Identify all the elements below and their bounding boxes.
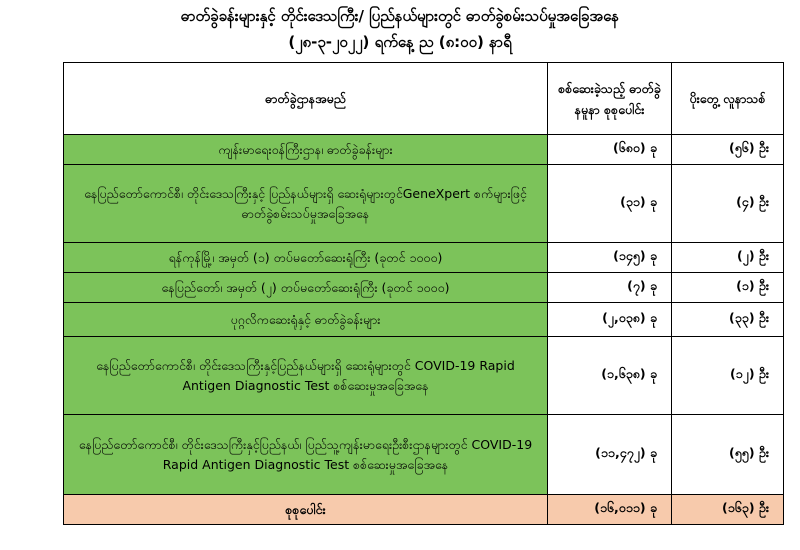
row-lab-name: ရန်ကုန်မြို့၊ အမှတ် (၁) တပ်မတော်ဆေးရုံကြီး (ခုတင် ၁၀၀၀) — [64, 243, 548, 273]
row-positive: (၅၆) ဦး — [672, 135, 784, 165]
header-tested-total: စစ်ဆေးခဲ့သည့် ဓာတ်ခွဲနမူနာ စုစုပေါင်း — [548, 63, 672, 135]
table-row — [64, 303, 784, 337]
row-positive: (၅၅) ဦး — [672, 415, 784, 495]
row-lab-name: ပုဂ္ဂလိကဆေးရုံနှင့် ဓာတ်ခွဲခန်းများ — [64, 303, 548, 337]
row-lab-name: နေပြည်တော်၊ အမှတ် (၂) တပ်မတော်ဆေးရုံကြီး (ခုတင် ၁၀၀၀) — [64, 273, 548, 303]
table-row — [64, 273, 784, 303]
row-lab-name: နေပြည်တော်ကောင်စီ၊ တိုင်းဒေသကြီးနှင့် ပြည်နယ်များရှိ ဆေးရုံများတွင်GeneXpert စက်များဖြင့် ဓာတ်ခွဲစမ်းသပ်မှုအခြေအနေ — [64, 165, 548, 243]
table-row — [64, 337, 784, 415]
table-row — [64, 135, 784, 165]
row-lab-name: ကျန်းမာရေးဝန်ကြီးဌာန၊ ဓာတ်ခွဲခန်းများ — [64, 135, 548, 165]
total-row — [64, 495, 784, 525]
row-tested: (၇) ခု — [548, 273, 672, 303]
row-lab-name: နေပြည်တော်ကောင်စီ၊ တိုင်းဒေသကြီးနှင့်ပြည်နယ်များရှိ ဆေးရုံများတွင် COVID-19 Rapid Antigen Diagnostic Test စစ်ဆေးမှုအခြေအနေ — [64, 337, 548, 415]
header-lab-name: ဓာတ်ခွဲဌာနအမည် — [64, 63, 548, 135]
table-row — [64, 165, 784, 243]
row-positive: (၄) ဦး — [672, 165, 784, 243]
row-positive: (၂) ဦး — [672, 243, 784, 273]
row-tested: (၂,၀၃၈) ခု — [548, 303, 672, 337]
header-new-positive: ပိုးတွေ့ လူနာသစ် — [672, 63, 784, 135]
total-label: စုစုပေါင်း — [64, 495, 548, 525]
title-date-line: (၂၈-၃-၂၀၂၂) ရက်နေ့ ည (၈:၀၀) နာရီ — [288, 33, 512, 51]
lab-testing-table — [63, 62, 784, 525]
table-row — [64, 415, 784, 495]
total-positive: (၁၆၃) ဦး — [672, 495, 784, 525]
row-tested: (၁,၆၃၈) ခု — [548, 337, 672, 415]
header-row — [64, 63, 784, 135]
row-tested: (၁၁,၄၇၂) ခု — [548, 415, 672, 495]
row-tested: (၁၄၅) ခု — [548, 243, 672, 273]
row-tested: (၃၁) ခု — [548, 165, 672, 243]
row-positive: (၁) ဦး — [672, 273, 784, 303]
total-tested: (၁၆,၀၁၁) ခု — [548, 495, 672, 525]
row-tested: (၆၈၀) ခု — [548, 135, 672, 165]
report-title — [0, 0, 800, 56]
row-positive: (၃၃) ဦး — [672, 303, 784, 337]
table-row — [64, 243, 784, 273]
row-positive: (၁၂) ဦး — [672, 337, 784, 415]
title-line-1: ဓာတ်ခွဲခန်းများနှင့် တိုင်းဒေသကြီး/ ပြည်နယ်များတွင် ဓာတ်ခွဲစမ်းသပ်မှုအခြေအနေ — [180, 7, 620, 25]
row-lab-name: နေပြည်တော်ကောင်စီ၊ တိုင်းဒေသကြီးနှင့်ပြည်နယ်၊ ပြည်သူ့ကျန်းမာရေးဦးစီးဌာနများတွင် COVID-19 Rapid Antigen Diagnostic Test စစ်ဆေးမှုအခြေအနေ — [64, 415, 548, 495]
